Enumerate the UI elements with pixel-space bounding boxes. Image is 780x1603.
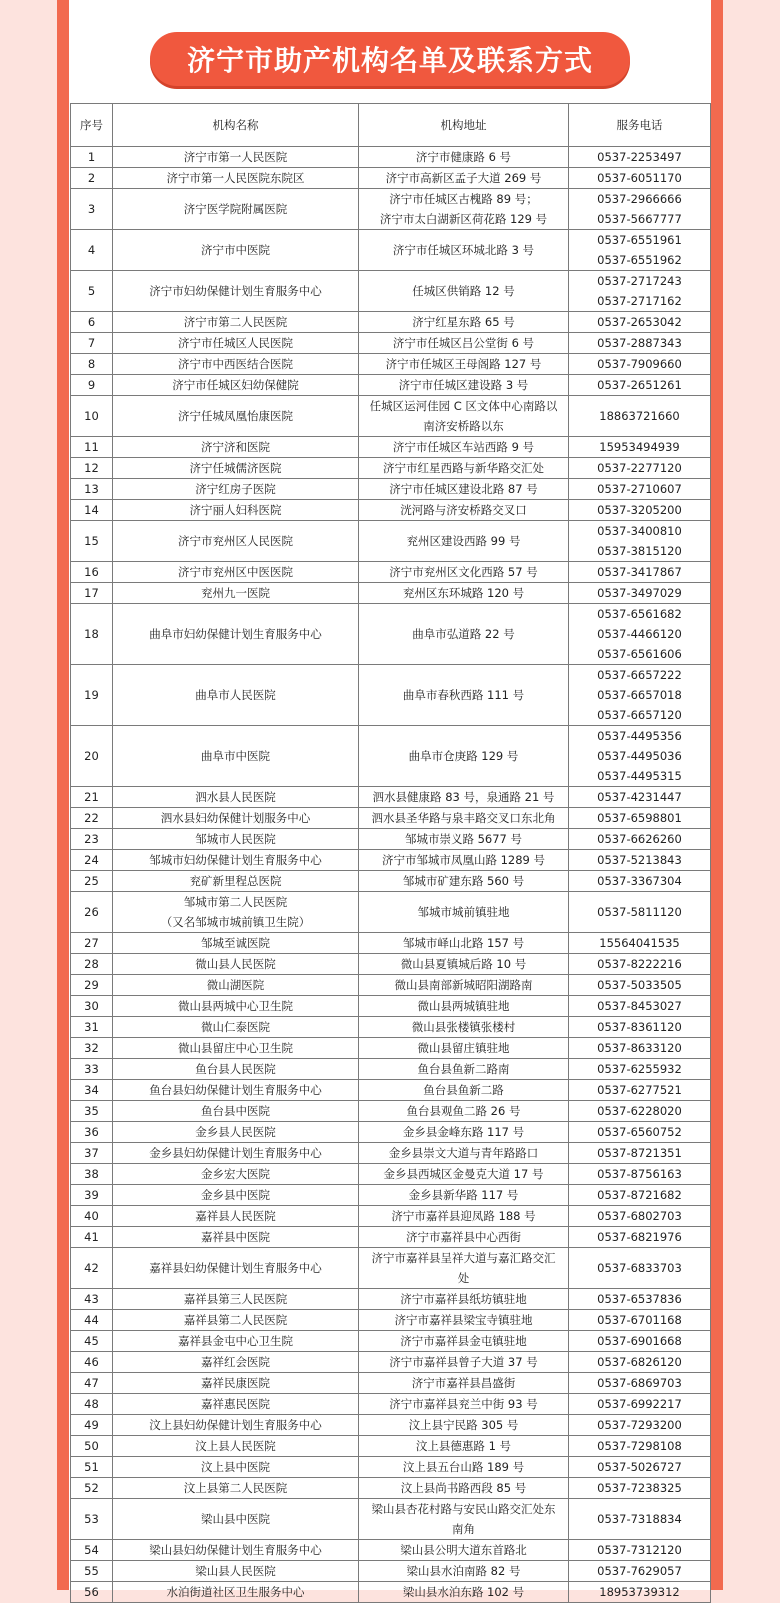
cell-index: 41 — [71, 1227, 113, 1248]
table-row — [71, 1561, 711, 1582]
table-row — [71, 168, 711, 189]
cell-index: 15 — [71, 521, 113, 562]
cell-index: 53 — [71, 1499, 113, 1540]
cell-phone: 0537-2277120 — [569, 458, 711, 479]
cell-phone: 0537-6626260 — [569, 829, 711, 850]
cell-phone: 0537-5026727 — [569, 1457, 711, 1478]
cell-index: 37 — [71, 1143, 113, 1164]
table-row — [71, 954, 711, 975]
table-row — [71, 871, 711, 892]
cell-index: 51 — [71, 1457, 113, 1478]
cell-phone: 0537-6833703 — [569, 1248, 711, 1289]
cell-index: 31 — [71, 1017, 113, 1038]
cell-index: 44 — [71, 1310, 113, 1331]
cell-index: 19 — [71, 665, 113, 726]
cell-address: 济宁市任城区吕公堂街 6 号 — [359, 333, 569, 354]
cell-address: 梁山县水泊南路 82 号 — [359, 1561, 569, 1582]
cell-phone: 0537-2710607 — [569, 479, 711, 500]
cell-index: 24 — [71, 850, 113, 871]
cell-address: 济宁市任城区车站西路 9 号 — [359, 437, 569, 458]
cell-phone: 0537-4231447 — [569, 787, 711, 808]
cell-address: 济宁市任城区建设路 3 号 — [359, 375, 569, 396]
cell-address: 鱼台县鱼新二路南 — [359, 1059, 569, 1080]
cell-name: 汶上县中医院 — [113, 1457, 359, 1478]
cell-name: 邹城市第二人民医院 （又名邹城市城前镇卫生院） — [113, 892, 359, 933]
cell-name: 微山县人民医院 — [113, 954, 359, 975]
table-row — [71, 1415, 711, 1436]
cell-phone: 0537-6901668 — [569, 1331, 711, 1352]
cell-phone: 0537-6551961 0537-6551962 — [569, 230, 711, 271]
table-row — [71, 1373, 711, 1394]
cell-index: 17 — [71, 583, 113, 604]
cell-address: 邹城市矿建东路 560 号 — [359, 871, 569, 892]
table-row — [71, 1143, 711, 1164]
cell-index: 30 — [71, 996, 113, 1017]
cell-name: 微山县留庄中心卫生院 — [113, 1038, 359, 1059]
table-row — [71, 479, 711, 500]
cell-name: 鱼台县人民医院 — [113, 1059, 359, 1080]
cell-phone: 0537-6992217 — [569, 1394, 711, 1415]
table-row — [71, 1017, 711, 1038]
cell-name: 嘉祥县金屯中心卫生院 — [113, 1331, 359, 1352]
cell-address: 金乡县西城区金曼克大道 17 号 — [359, 1164, 569, 1185]
cell-phone: 0537-8453027 — [569, 996, 711, 1017]
cell-name: 邹城市妇幼保健计划生育服务中心 — [113, 850, 359, 871]
cell-name: 嘉祥县第三人民医院 — [113, 1289, 359, 1310]
cell-index: 2 — [71, 168, 113, 189]
table-row — [71, 726, 711, 787]
table-header-row — [71, 104, 711, 147]
cell-phone: 0537-5033505 — [569, 975, 711, 996]
cell-address: 济宁市嘉祥县兖兰中街 93 号 — [359, 1394, 569, 1415]
table-row — [71, 1331, 711, 1352]
table-row — [71, 396, 711, 437]
cell-address: 微山县南部新城昭阳湖路南 — [359, 975, 569, 996]
cell-name: 济宁市第一人民医院 — [113, 147, 359, 168]
cell-name: 济宁红房子医院 — [113, 479, 359, 500]
header-index: 序号 — [71, 104, 113, 147]
cell-index: 36 — [71, 1122, 113, 1143]
cell-address: 济宁市邹城市凤凰山路 1289 号 — [359, 850, 569, 871]
cell-phone: 0537-7293200 — [569, 1415, 711, 1436]
table-row — [71, 1289, 711, 1310]
cell-name: 嘉祥县中医院 — [113, 1227, 359, 1248]
cell-name: 济宁任城儒济医院 — [113, 458, 359, 479]
table-row — [71, 1206, 711, 1227]
cell-index: 10 — [71, 396, 113, 437]
cell-name: 金乡县中医院 — [113, 1185, 359, 1206]
cell-index: 35 — [71, 1101, 113, 1122]
cell-address: 泗水县圣华路与泉丰路交叉口东北角 — [359, 808, 569, 829]
cell-index: 3 — [71, 189, 113, 230]
cell-phone: 0537-6826120 — [569, 1352, 711, 1373]
cell-phone: 0537-2887343 — [569, 333, 711, 354]
cell-phone: 0537-6657222 0537-6657018 0537-6657120 — [569, 665, 711, 726]
cell-name: 济宁市任城区妇幼保健院 — [113, 375, 359, 396]
cell-index: 25 — [71, 871, 113, 892]
table-row — [71, 312, 711, 333]
cell-address: 金乡县金峰东路 117 号 — [359, 1122, 569, 1143]
cell-address: 金乡县新华路 117 号 — [359, 1185, 569, 1206]
cell-index: 50 — [71, 1436, 113, 1457]
cell-name: 水泊街道社区卫生服务中心 — [113, 1582, 359, 1603]
table-row — [71, 1248, 711, 1289]
cell-name: 鱼台县中医院 — [113, 1101, 359, 1122]
cell-address: 曲阜市春秋西路 111 号 — [359, 665, 569, 726]
cell-address: 洸河路与济安桥路交叉口 — [359, 500, 569, 521]
cell-name: 曲阜市妇幼保健计划生育服务中心 — [113, 604, 359, 665]
table-row — [71, 604, 711, 665]
cell-phone: 0537-2717243 0537-2717162 — [569, 271, 711, 312]
table-row — [71, 1478, 711, 1499]
cell-name: 嘉祥惠民医院 — [113, 1394, 359, 1415]
cell-name: 嘉祥县第二人民医院 — [113, 1310, 359, 1331]
cell-name: 梁山县妇幼保健计划生育服务中心 — [113, 1540, 359, 1561]
cell-name: 汶上县人民医院 — [113, 1436, 359, 1457]
cell-address: 任城区供销路 12 号 — [359, 271, 569, 312]
cell-phone: 0537-6228020 — [569, 1101, 711, 1122]
cell-address: 梁山县水泊东路 102 号 — [359, 1582, 569, 1603]
cell-phone: 0537-8721351 — [569, 1143, 711, 1164]
cell-address: 邹城市峄山北路 157 号 — [359, 933, 569, 954]
cell-address: 济宁市任城区古槐路 89 号； 济宁市太白湖新区荷花路 129 号 — [359, 189, 569, 230]
cell-index: 56 — [71, 1582, 113, 1603]
cell-phone: 0537-8756163 — [569, 1164, 711, 1185]
cell-phone: 0537-2966666 0537-5667777 — [569, 189, 711, 230]
cell-index: 49 — [71, 1415, 113, 1436]
table-row — [71, 850, 711, 871]
cell-phone: 0537-5213843 — [569, 850, 711, 871]
cell-index: 34 — [71, 1080, 113, 1101]
cell-phone: 18863721660 — [569, 396, 711, 437]
table-row — [71, 1436, 711, 1457]
cell-index: 46 — [71, 1352, 113, 1373]
cell-address: 济宁市嘉祥县迎凤路 188 号 — [359, 1206, 569, 1227]
cell-phone: 0537-2653042 — [569, 312, 711, 333]
cell-phone: 15564041535 — [569, 933, 711, 954]
cell-phone: 0537-2651261 — [569, 375, 711, 396]
cell-phone: 15953494939 — [569, 437, 711, 458]
table-row — [71, 1540, 711, 1561]
cell-name: 济宁市中西医结合医院 — [113, 354, 359, 375]
cell-index: 1 — [71, 147, 113, 168]
table-row — [71, 1185, 711, 1206]
cell-phone: 0537-6802703 — [569, 1206, 711, 1227]
cell-index: 26 — [71, 892, 113, 933]
cell-address: 邹城市城前镇驻地 — [359, 892, 569, 933]
cell-name: 济宁济和医院 — [113, 437, 359, 458]
cell-address: 邹城市崇义路 5677 号 — [359, 829, 569, 850]
table-row — [71, 1164, 711, 1185]
cell-address: 济宁市任城区环城北路 3 号 — [359, 230, 569, 271]
cell-name: 金乡县妇幼保健计划生育服务中心 — [113, 1143, 359, 1164]
cell-name: 嘉祥民康医院 — [113, 1373, 359, 1394]
cell-phone: 0537-6869703 — [569, 1373, 711, 1394]
cell-index: 14 — [71, 500, 113, 521]
table-row — [71, 189, 711, 230]
cell-phone: 0537-6598801 — [569, 808, 711, 829]
cell-address: 济宁市健康路 6 号 — [359, 147, 569, 168]
cell-name: 梁山县中医院 — [113, 1499, 359, 1540]
cell-index: 42 — [71, 1248, 113, 1289]
cell-phone: 0537-7318834 — [569, 1499, 711, 1540]
table-row — [71, 230, 711, 271]
cell-index: 23 — [71, 829, 113, 850]
table-row — [71, 1310, 711, 1331]
cell-index: 27 — [71, 933, 113, 954]
cell-address: 鱼台县鱼新二路 — [359, 1080, 569, 1101]
cell-name: 鱼台县妇幼保健计划生育服务中心 — [113, 1080, 359, 1101]
table-row — [71, 375, 711, 396]
cell-address: 济宁市任城区建设北路 87 号 — [359, 479, 569, 500]
cell-index: 6 — [71, 312, 113, 333]
table-row — [71, 665, 711, 726]
cell-address: 兖州区东环城路 120 号 — [359, 583, 569, 604]
cell-index: 16 — [71, 562, 113, 583]
cell-phone: 0537-5811120 — [569, 892, 711, 933]
cell-address: 微山县夏镇城后路 10 号 — [359, 954, 569, 975]
table-row — [71, 1457, 711, 1478]
cell-index: 12 — [71, 458, 113, 479]
table-row — [71, 147, 711, 168]
cell-phone: 0537-6561682 0537-4466120 0537-6561606 — [569, 604, 711, 665]
cell-address: 济宁市任城区王母阁路 127 号 — [359, 354, 569, 375]
cell-address: 济宁市嘉祥县中心西街 — [359, 1227, 569, 1248]
cell-name: 济宁任城凤凰怡康医院 — [113, 396, 359, 437]
cell-index: 33 — [71, 1059, 113, 1080]
table-row — [71, 1122, 711, 1143]
cell-address: 任城区运河佳园 C 区文体中心南路以 南济安桥路以东 — [359, 396, 569, 437]
header-address: 机构地址 — [359, 104, 569, 147]
table-row — [71, 458, 711, 479]
cell-index: 55 — [71, 1561, 113, 1582]
table-row — [71, 1352, 711, 1373]
cell-name: 济宁市任城区人民医院 — [113, 333, 359, 354]
cell-phone: 0537-6821976 — [569, 1227, 711, 1248]
cell-index: 9 — [71, 375, 113, 396]
table-row — [71, 1059, 711, 1080]
page-title: 济宁市助产机构名单及联系方式 — [150, 32, 630, 86]
cell-index: 48 — [71, 1394, 113, 1415]
institution-table — [70, 103, 711, 1603]
cell-index: 28 — [71, 954, 113, 975]
cell-index: 18 — [71, 604, 113, 665]
table-row — [71, 333, 711, 354]
table-row — [71, 787, 711, 808]
table-row — [71, 892, 711, 933]
cell-name: 梁山县人民医院 — [113, 1561, 359, 1582]
cell-name: 金乡县人民医院 — [113, 1122, 359, 1143]
cell-name: 济宁市第二人民医院 — [113, 312, 359, 333]
cell-name: 济宁市中医院 — [113, 230, 359, 271]
cell-phone: 0537-7298108 — [569, 1436, 711, 1457]
cell-phone: 0537-6560752 — [569, 1122, 711, 1143]
cell-index: 39 — [71, 1185, 113, 1206]
cell-name: 曲阜市中医院 — [113, 726, 359, 787]
cell-address: 兖州区建设西路 99 号 — [359, 521, 569, 562]
cell-phone: 0537-2253497 — [569, 147, 711, 168]
cell-phone: 0537-6051170 — [569, 168, 711, 189]
cell-phone: 0537-7629057 — [569, 1561, 711, 1582]
cell-phone: 0537-3417867 — [569, 562, 711, 583]
cell-name: 泗水县妇幼保健计划服务中心 — [113, 808, 359, 829]
cell-index: 54 — [71, 1540, 113, 1561]
cell-name: 泗水县人民医院 — [113, 787, 359, 808]
cell-index: 52 — [71, 1478, 113, 1499]
table-row — [71, 500, 711, 521]
cell-phone: 0537-6537836 — [569, 1289, 711, 1310]
table-row — [71, 975, 711, 996]
cell-phone: 0537-4495356 0537-4495036 0537-4495315 — [569, 726, 711, 787]
table-row — [71, 933, 711, 954]
cell-name: 济宁市妇幼保健计划生育服务中心 — [113, 271, 359, 312]
cell-name: 微山湖医院 — [113, 975, 359, 996]
cell-name: 济宁丽人妇科医院 — [113, 500, 359, 521]
table-row — [71, 1394, 711, 1415]
cell-phone: 0537-8721682 — [569, 1185, 711, 1206]
cell-name: 嘉祥县人民医院 — [113, 1206, 359, 1227]
cell-address: 汶上县宁民路 305 号 — [359, 1415, 569, 1436]
table-row — [71, 996, 711, 1017]
cell-index: 4 — [71, 230, 113, 271]
table-row — [71, 521, 711, 562]
cell-index: 45 — [71, 1331, 113, 1352]
cell-name: 曲阜市人民医院 — [113, 665, 359, 726]
cell-name: 嘉祥红会医院 — [113, 1352, 359, 1373]
header-phone: 服务电话 — [569, 104, 711, 147]
table-row — [71, 354, 711, 375]
cell-name: 济宁市第一人民医院东院区 — [113, 168, 359, 189]
cell-name: 金乡宏大医院 — [113, 1164, 359, 1185]
cell-address: 汶上县五台山路 189 号 — [359, 1457, 569, 1478]
cell-phone: 0537-3367304 — [569, 871, 711, 892]
cell-index: 8 — [71, 354, 113, 375]
cell-name: 兖州九一医院 — [113, 583, 359, 604]
table-row — [71, 1499, 711, 1540]
cell-address: 济宁市兖州区文化西路 57 号 — [359, 562, 569, 583]
table-row — [71, 1101, 711, 1122]
cell-address: 梁山县公明大道东首路北 — [359, 1540, 569, 1561]
cell-phone: 18953739312 — [569, 1582, 711, 1603]
cell-address: 金乡县崇文大道与青年路路口 — [359, 1143, 569, 1164]
cell-address: 济宁红星东路 65 号 — [359, 312, 569, 333]
table-row — [71, 1038, 711, 1059]
cell-phone: 0537-6701168 — [569, 1310, 711, 1331]
table-row — [71, 583, 711, 604]
cell-phone: 0537-8361120 — [569, 1017, 711, 1038]
cell-address: 汶上县尚书路西段 85 号 — [359, 1478, 569, 1499]
cell-index: 22 — [71, 808, 113, 829]
cell-phone: 0537-3205200 — [569, 500, 711, 521]
cell-index: 43 — [71, 1289, 113, 1310]
cell-phone: 0537-3400810 0537-3815120 — [569, 521, 711, 562]
table-row — [71, 271, 711, 312]
cell-address: 梁山县杏花村路与安民山路交汇处东 南角 — [359, 1499, 569, 1540]
cell-address: 泗水县健康路 83 号，泉通路 21 号 — [359, 787, 569, 808]
cell-address: 济宁市嘉祥县呈祥大道与嘉汇路交汇 处 — [359, 1248, 569, 1289]
cell-index: 11 — [71, 437, 113, 458]
cell-index: 29 — [71, 975, 113, 996]
cell-address: 汶上县德惠路 1 号 — [359, 1436, 569, 1457]
cell-address: 微山县留庄镇驻地 — [359, 1038, 569, 1059]
cell-name: 邹城市人民医院 — [113, 829, 359, 850]
cell-index: 40 — [71, 1206, 113, 1227]
cell-address: 济宁市红星西路与新华路交汇处 — [359, 458, 569, 479]
table-row — [71, 1080, 711, 1101]
cell-index: 32 — [71, 1038, 113, 1059]
table-row — [71, 437, 711, 458]
cell-address: 曲阜市仓庚路 129 号 — [359, 726, 569, 787]
cell-name: 济宁医学院附属医院 — [113, 189, 359, 230]
cell-index: 21 — [71, 787, 113, 808]
cell-address: 济宁市高新区孟子大道 269 号 — [359, 168, 569, 189]
table-row — [71, 1227, 711, 1248]
cell-address: 济宁市嘉祥县昌盛街 — [359, 1373, 569, 1394]
cell-name: 微山县两城中心卫生院 — [113, 996, 359, 1017]
header-name: 机构名称 — [113, 104, 359, 147]
cell-index: 13 — [71, 479, 113, 500]
cell-index: 38 — [71, 1164, 113, 1185]
cell-phone: 0537-7312120 — [569, 1540, 711, 1561]
cell-address: 微山县张楼镇张楼村 — [359, 1017, 569, 1038]
table-row — [71, 562, 711, 583]
cell-name: 汶上县妇幼保健计划生育服务中心 — [113, 1415, 359, 1436]
table-row — [71, 829, 711, 850]
cell-phone: 0537-3497029 — [569, 583, 711, 604]
cell-index: 47 — [71, 1373, 113, 1394]
cell-name: 邹城至诚医院 — [113, 933, 359, 954]
cell-address: 鱼台县观鱼二路 26 号 — [359, 1101, 569, 1122]
cell-address: 济宁市嘉祥县金屯镇驻地 — [359, 1331, 569, 1352]
cell-name: 微山仁泰医院 — [113, 1017, 359, 1038]
cell-address: 微山县两城镇驻地 — [359, 996, 569, 1017]
cell-phone: 0537-8222216 — [569, 954, 711, 975]
cell-address: 曲阜市弘道路 22 号 — [359, 604, 569, 665]
cell-phone: 0537-7909660 — [569, 354, 711, 375]
cell-name: 汶上县第二人民医院 — [113, 1478, 359, 1499]
cell-index: 20 — [71, 726, 113, 787]
cell-address: 济宁市嘉祥县梁宝寺镇驻地 — [359, 1310, 569, 1331]
table-row — [71, 1582, 711, 1603]
cell-index: 5 — [71, 271, 113, 312]
cell-phone: 0537-6277521 — [569, 1080, 711, 1101]
cell-index: 7 — [71, 333, 113, 354]
table-row — [71, 808, 711, 829]
cell-name: 济宁市兖州区人民医院 — [113, 521, 359, 562]
cell-phone: 0537-6255932 — [569, 1059, 711, 1080]
cell-address: 济宁市嘉祥县曾子大道 37 号 — [359, 1352, 569, 1373]
cell-phone: 0537-8633120 — [569, 1038, 711, 1059]
cell-name: 嘉祥县妇幼保健计划生育服务中心 — [113, 1248, 359, 1289]
cell-phone: 0537-7238325 — [569, 1478, 711, 1499]
cell-name: 兖矿新里程总医院 — [113, 871, 359, 892]
cell-name: 济宁市兖州区中医医院 — [113, 562, 359, 583]
cell-address: 济宁市嘉祥县纸坊镇驻地 — [359, 1289, 569, 1310]
